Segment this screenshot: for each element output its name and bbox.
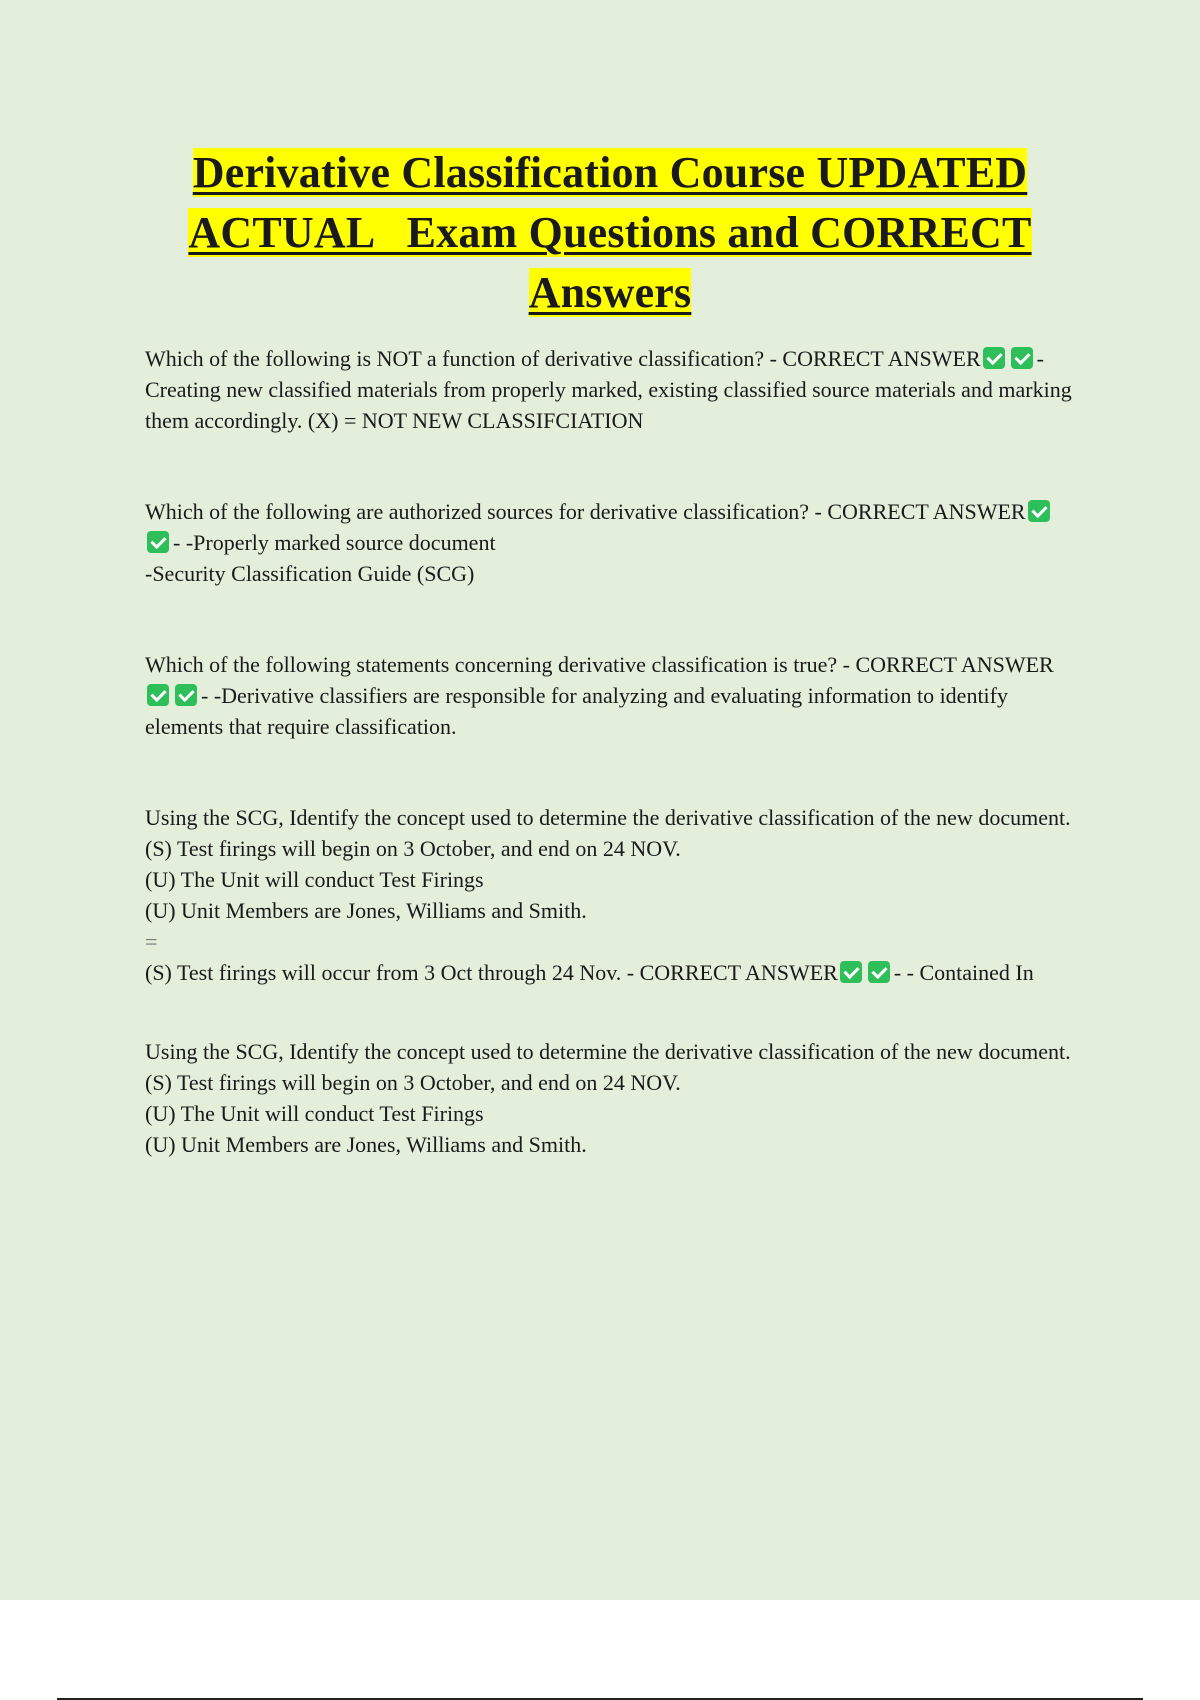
question-text: Which of the following are authorized sources for derivative classification? - CORRECT ANSWER	[145, 499, 1026, 524]
scg-line: (U) Unit Members are Jones, Williams and Smith.	[145, 1132, 587, 1157]
qa-item-5	[145, 1036, 1075, 1160]
question-text: Which of the following is NOT a function of derivative classification? - CORRECT ANSWER	[145, 346, 981, 371]
answer-text: - - Contained In	[893, 960, 1034, 985]
question-text: (S) Test firings will occur from 3 Oct through 24 Nov. - CORRECT ANSWER	[145, 960, 838, 985]
question-text: Which of the following statements concerning derivative classification is true? - CORRECT ANSWER	[145, 652, 1054, 677]
scg-line: (U) The Unit will conduct Test Firings	[145, 1101, 484, 1126]
answer-text: - -Derivative classifiers are responsible for analyzing and evaluating information to identify elements that require classification.	[145, 683, 1008, 739]
scg-line: (U) Unit Members are Jones, Williams and Smith.	[145, 898, 587, 923]
check-box-icon	[1011, 347, 1033, 369]
check-box-icon	[1028, 500, 1050, 522]
prompt-text: Using the SCG, Identify the concept used to determine the derivative classification of the new document.	[145, 805, 1071, 830]
qa-item-2	[145, 496, 1075, 589]
answer-extra-line: -Security Classification Guide (SCG)	[145, 561, 475, 586]
document-title	[145, 143, 1075, 323]
check-box-icon	[868, 961, 890, 983]
qa-item-4	[145, 802, 1075, 988]
qa-text	[145, 496, 1075, 558]
answer-text: - -Properly marked source document	[173, 530, 496, 555]
check-box-icon	[983, 347, 1005, 369]
check-box-icon	[147, 684, 169, 706]
prompt-text: Using the SCG, Identify the concept used to determine the derivative classification of the new document.	[145, 1039, 1071, 1064]
title-line-3: Answers	[528, 268, 692, 317]
scg-line: (U) The Unit will conduct Test Firings	[145, 867, 484, 892]
check-box-icon	[175, 684, 197, 706]
check-box-icon	[147, 531, 169, 553]
scg-line: (S) Test firings will begin on 3 October, and end on 24 NOV.	[145, 836, 681, 861]
qa-text	[145, 957, 1075, 988]
qa-text	[145, 649, 1075, 742]
qa-item-3	[145, 649, 1075, 742]
title-line-2: ACTUAL Exam Questions and CORRECT	[188, 208, 1032, 257]
title-line-1: Derivative Classification Course UPDATED	[192, 148, 1028, 197]
scg-line: (S) Test firings will begin on 3 October, and end on 24 NOV.	[145, 1070, 681, 1095]
document-body	[145, 143, 1075, 1160]
qa-text	[145, 343, 1075, 436]
qa-item-1	[145, 343, 1075, 436]
check-box-icon	[840, 961, 862, 983]
equals-sign: =	[145, 929, 158, 954]
answer-text: - Creating new classified materials from properly marked, existing classified source materials and marking them accordingly. (X) = NOT NEW CLASSIFCIATION	[145, 346, 1072, 433]
